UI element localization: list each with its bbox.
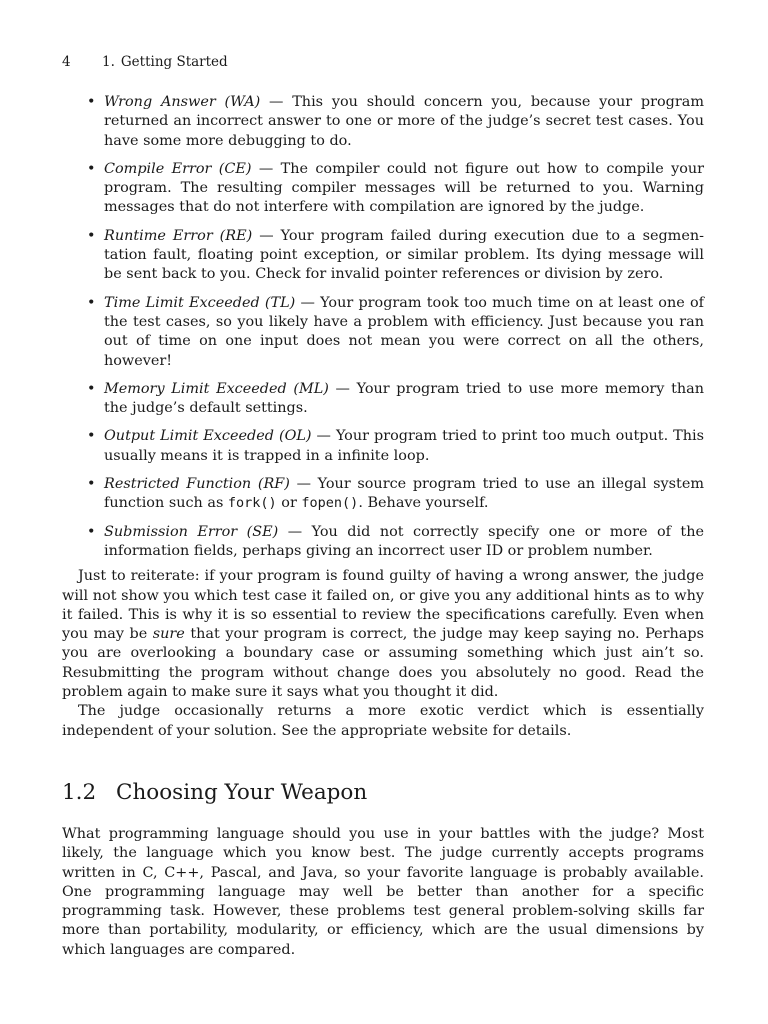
bullet-icon: • (87, 523, 96, 540)
verdict-item-re (87, 227, 704, 285)
code-fork: fork() (227, 495, 277, 512)
verdict-dash: — (328, 380, 357, 397)
verdict-item-tl (87, 294, 704, 371)
verdict-term: Wrong Answer (WA) (104, 94, 261, 110)
verdict-item-wa (87, 93, 704, 151)
chapter-title: Getting Started (120, 54, 228, 70)
emphasis-sure: sure (152, 626, 185, 643)
paragraph-exotic-verdict: The judge occasionally returns a more exotic verdict which is essentially independent of your solution. See the appropriate website for details. (62, 703, 704, 739)
book-page (62, 52, 704, 960)
running-head (62, 52, 704, 72)
verdict-dash: — (260, 94, 293, 110)
section-heading (62, 779, 704, 807)
verdict-text: This you should concern you, because your program returned an incorrect answer to one or more of the judge’s secret test cases. You have some more debugging to do. (104, 94, 704, 149)
bullet-icon: • (87, 380, 96, 397)
verdict-item-ol (87, 427, 705, 466)
paragraph-text: that your program is correct, the judge may keep saying no. Perhaps you are overlooking a boundary case or assuming something which just ain’t so. Resubmitting the program without change does you absolutely no good. Read the problem again to make sure it says what you thought it did. (62, 626, 704, 701)
bullet-icon: • (87, 294, 96, 311)
verdict-text: Your source program tried to use an illegal system function such as (104, 476, 704, 512)
verdict-list (62, 93, 704, 561)
verdict-term: Compile Error (CE) (104, 160, 252, 177)
bullet-icon: • (87, 476, 96, 493)
paragraph-text: Just to reiterate: if your program is found guilty of having a wrong answer, the judge will not show you which test case it failed on, or give you any additional hints as to why it failed. This is why it is so essential to review the specifications carefully. Even when you may be (62, 568, 704, 643)
verdict-dash: — (251, 160, 281, 177)
bullet-icon: • (87, 227, 96, 244)
bullet-icon: • (87, 94, 96, 110)
verdict-item-ml (87, 380, 704, 419)
paragraph-choosing-language: What programming language should you use in your battles with the judge? Most likely, the language which you know best. The judge currently accepts programs written in C, C++, Pascal, and Java, so your favorite language is probably available. One programming language may well be better than another for a specific programming task. However, these problems test general problem-solving skills far more than portability, modularity, or efficiency, which are the usual dimensions by which languages are compared. (62, 825, 704, 958)
verdict-text-after: . Behave yourself. (358, 495, 489, 512)
verdict-text: Your program tried to use more memory than the judge’s default settings. (104, 380, 704, 417)
verdict-text: You did not correctly specify one or more of the information fields, perhaps giving an incorrect user ID or problem number. (104, 523, 704, 559)
section-title: Choosing Your Weapon (116, 779, 368, 805)
verdict-term: Output Limit Exceeded (OL) (104, 428, 312, 445)
verdict-item-se (87, 523, 704, 562)
verdict-dash: — (289, 476, 318, 493)
verdict-term: Restricted Function (RF) (104, 476, 290, 493)
verdict-term: Submission Error (SE) (104, 523, 279, 540)
page-number: 4 (62, 54, 71, 70)
verdict-term: Time Limit Exceeded (TL) (104, 294, 296, 311)
verdict-item-ce (87, 160, 705, 218)
verdict-text-mid: or (276, 495, 302, 512)
verdict-dash: — (252, 227, 281, 244)
verdict-term: Memory Limit Exceeded (ML) (104, 380, 329, 397)
chapter-number: 1. (102, 54, 115, 70)
verdict-text: Your program tried to print too much output. This usually means it is trapped in a infinite loop. (104, 428, 705, 464)
verdict-term: Runtime Error (RE) (104, 227, 253, 244)
verdict-dash: — (278, 523, 312, 540)
verdict-item-rf (87, 475, 704, 514)
verdict-text: The compiler could not figure out how to compile your program. The resulting compiler messages will be returned to you. Warning messages that do not interfere with compilation are ignored by the judge. (104, 160, 705, 216)
verdict-text: Your program failed during execution due to a segmentation fault, floating point exception, or similar problem. Its dying message will be sent back to you. Check for invalid pointer references or division by zero. (104, 227, 704, 283)
paragraph-reiterate (62, 567, 704, 702)
verdict-dash: — (295, 294, 321, 311)
section-number: 1.2 (62, 779, 97, 805)
verdict-text: Your program took too much time on at least one of the test cases, so you likely have a problem with efficiency. Just because you ran out of time on one input does not mean you were correct on all the others, however! (104, 294, 704, 369)
code-fopen: fopen() (301, 495, 359, 512)
verdict-dash: — (311, 428, 336, 445)
bullet-icon: • (87, 428, 96, 445)
bullet-icon: • (87, 160, 96, 177)
